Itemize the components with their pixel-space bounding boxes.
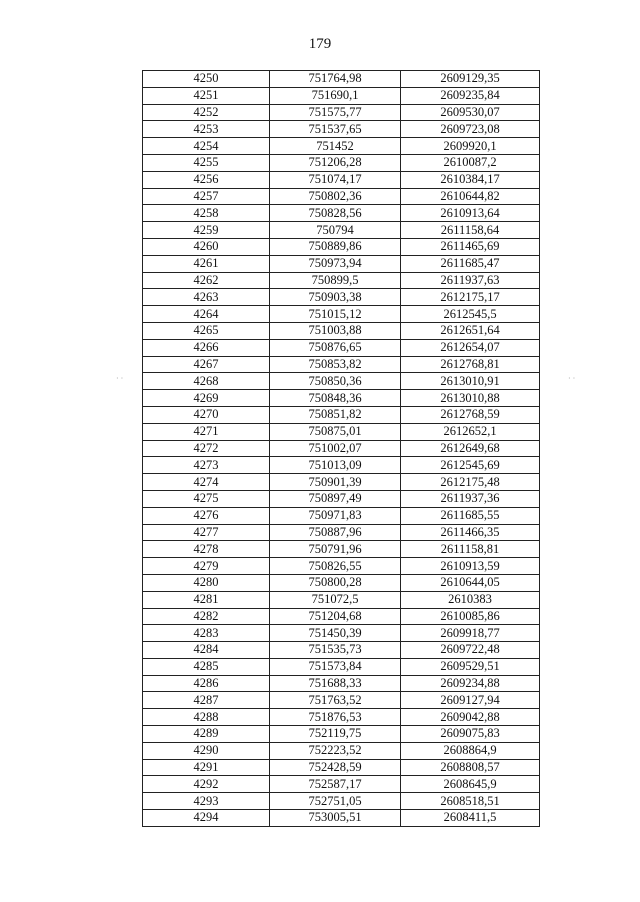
x-coordinate-cell: 750876,65 — [270, 339, 401, 356]
x-coordinate-cell: 750889,86 — [270, 238, 401, 255]
y-coordinate-cell: 2610913,64 — [401, 205, 540, 222]
point-number-cell: 4291 — [143, 759, 270, 776]
x-coordinate-cell: 750853,82 — [270, 356, 401, 373]
x-coordinate-cell: 751074,17 — [270, 171, 401, 188]
table-row — [143, 390, 540, 407]
x-coordinate-cell: 751690,1 — [270, 87, 401, 104]
table-row — [143, 205, 540, 222]
y-coordinate-cell: 2608411,5 — [401, 810, 540, 827]
y-coordinate-cell: 2612768,81 — [401, 356, 540, 373]
point-number-cell: 4261 — [143, 255, 270, 272]
table-row — [143, 759, 540, 776]
point-number-cell: 4275 — [143, 490, 270, 507]
point-number-cell: 4264 — [143, 306, 270, 323]
y-coordinate-cell: 2608808,57 — [401, 759, 540, 776]
table-row — [143, 255, 540, 272]
y-coordinate-cell: 2609234,88 — [401, 675, 540, 692]
x-coordinate-cell: 751204,68 — [270, 608, 401, 625]
point-number-cell: 4276 — [143, 507, 270, 524]
x-coordinate-cell: 750791,96 — [270, 541, 401, 558]
point-number-cell: 4272 — [143, 440, 270, 457]
y-coordinate-cell: 2612768,59 — [401, 406, 540, 423]
point-number-cell: 4270 — [143, 406, 270, 423]
x-coordinate-cell: 751206,28 — [270, 154, 401, 171]
table-row — [143, 238, 540, 255]
table-row — [143, 776, 540, 793]
table-row — [143, 490, 540, 507]
point-number-cell: 4253 — [143, 121, 270, 138]
x-coordinate-cell: 751688,33 — [270, 675, 401, 692]
x-coordinate-cell: 751537,65 — [270, 121, 401, 138]
table-row — [143, 188, 540, 205]
y-coordinate-cell: 2609042,88 — [401, 709, 540, 726]
x-coordinate-cell: 751573,84 — [270, 658, 401, 675]
y-coordinate-cell: 2609075,83 — [401, 726, 540, 743]
table-row — [143, 625, 540, 642]
coordinates-table — [142, 70, 540, 827]
y-coordinate-cell: 2610644,82 — [401, 188, 540, 205]
table-row — [143, 440, 540, 457]
table-row — [143, 726, 540, 743]
x-coordinate-cell: 751763,52 — [270, 692, 401, 709]
y-coordinate-cell: 2612652,1 — [401, 423, 540, 440]
point-number-cell: 4278 — [143, 541, 270, 558]
x-coordinate-cell: 751015,12 — [270, 306, 401, 323]
table-row — [143, 289, 540, 306]
y-coordinate-cell: 2611685,47 — [401, 255, 540, 272]
point-number-cell: 4277 — [143, 524, 270, 541]
table-row — [143, 558, 540, 575]
point-number-cell: 4262 — [143, 272, 270, 289]
x-coordinate-cell: 750800,28 — [270, 574, 401, 591]
point-number-cell: 4269 — [143, 390, 270, 407]
y-coordinate-cell: 2611158,81 — [401, 541, 540, 558]
table-row — [143, 642, 540, 659]
x-coordinate-cell: 751452 — [270, 138, 401, 155]
scan-artifact-right: · · — [568, 374, 576, 383]
scan-artifact-left: · · — [116, 374, 124, 383]
table-row — [143, 793, 540, 810]
x-coordinate-cell: 750848,36 — [270, 390, 401, 407]
y-coordinate-cell: 2611937,36 — [401, 490, 540, 507]
x-coordinate-cell: 750851,82 — [270, 406, 401, 423]
table-row — [143, 373, 540, 390]
table-row — [143, 121, 540, 138]
table-row — [143, 524, 540, 541]
x-coordinate-cell: 751450,39 — [270, 625, 401, 642]
point-number-cell: 4282 — [143, 608, 270, 625]
y-coordinate-cell: 2609722,48 — [401, 642, 540, 659]
table-row — [143, 406, 540, 423]
table-row — [143, 171, 540, 188]
x-coordinate-cell: 752428,59 — [270, 759, 401, 776]
point-number-cell: 4284 — [143, 642, 270, 659]
y-coordinate-cell: 2610384,17 — [401, 171, 540, 188]
point-number-cell: 4267 — [143, 356, 270, 373]
point-number-cell: 4266 — [143, 339, 270, 356]
y-coordinate-cell: 2610383 — [401, 591, 540, 608]
y-coordinate-cell: 2609920,1 — [401, 138, 540, 155]
point-number-cell: 4265 — [143, 322, 270, 339]
table-row — [143, 692, 540, 709]
table-row — [143, 507, 540, 524]
y-coordinate-cell: 2611465,69 — [401, 238, 540, 255]
y-coordinate-cell: 2608645,9 — [401, 776, 540, 793]
y-coordinate-cell: 2612654,07 — [401, 339, 540, 356]
y-coordinate-cell: 2609235,84 — [401, 87, 540, 104]
table-row — [143, 474, 540, 491]
point-number-cell: 4293 — [143, 793, 270, 810]
point-number-cell: 4271 — [143, 423, 270, 440]
point-number-cell: 4288 — [143, 709, 270, 726]
y-coordinate-cell: 2609127,94 — [401, 692, 540, 709]
y-coordinate-cell: 2612175,17 — [401, 289, 540, 306]
table-row — [143, 742, 540, 759]
x-coordinate-cell: 750794 — [270, 222, 401, 239]
x-coordinate-cell: 750897,49 — [270, 490, 401, 507]
page-number: 179 — [308, 36, 332, 52]
point-number-cell: 4279 — [143, 558, 270, 575]
x-coordinate-cell: 752223,52 — [270, 742, 401, 759]
y-coordinate-cell: 2612175,48 — [401, 474, 540, 491]
point-number-cell: 4255 — [143, 154, 270, 171]
x-coordinate-cell: 752751,05 — [270, 793, 401, 810]
table-row — [143, 272, 540, 289]
table-row — [143, 306, 540, 323]
point-number-cell: 4285 — [143, 658, 270, 675]
point-number-cell: 4281 — [143, 591, 270, 608]
y-coordinate-cell: 2609918,77 — [401, 625, 540, 642]
y-coordinate-cell: 2609530,07 — [401, 104, 540, 121]
table-row — [143, 339, 540, 356]
y-coordinate-cell: 2611685,55 — [401, 507, 540, 524]
table-row — [143, 457, 540, 474]
point-number-cell: 4290 — [143, 742, 270, 759]
point-number-cell: 4268 — [143, 373, 270, 390]
table-row — [143, 104, 540, 121]
point-number-cell: 4274 — [143, 474, 270, 491]
point-number-cell: 4289 — [143, 726, 270, 743]
y-coordinate-cell: 2609129,35 — [401, 71, 540, 88]
table-row — [143, 71, 540, 88]
y-coordinate-cell: 2613010,91 — [401, 373, 540, 390]
point-number-cell: 4257 — [143, 188, 270, 205]
x-coordinate-cell: 751575,77 — [270, 104, 401, 121]
table-row — [143, 709, 540, 726]
coordinates-table-body — [143, 71, 540, 827]
point-number-cell: 4294 — [143, 810, 270, 827]
table-row — [143, 222, 540, 239]
x-coordinate-cell: 750903,38 — [270, 289, 401, 306]
x-coordinate-cell: 750826,55 — [270, 558, 401, 575]
x-coordinate-cell: 751876,53 — [270, 709, 401, 726]
point-number-cell: 4292 — [143, 776, 270, 793]
point-number-cell: 4252 — [143, 104, 270, 121]
x-coordinate-cell: 751764,98 — [270, 71, 401, 88]
point-number-cell: 4263 — [143, 289, 270, 306]
y-coordinate-cell: 2609529,51 — [401, 658, 540, 675]
table-row — [143, 356, 540, 373]
x-coordinate-cell: 751072,5 — [270, 591, 401, 608]
y-coordinate-cell: 2610644,05 — [401, 574, 540, 591]
table-row — [143, 322, 540, 339]
point-number-cell: 4286 — [143, 675, 270, 692]
point-number-cell: 4287 — [143, 692, 270, 709]
x-coordinate-cell: 750973,94 — [270, 255, 401, 272]
y-coordinate-cell: 2611937,63 — [401, 272, 540, 289]
y-coordinate-cell: 2611158,64 — [401, 222, 540, 239]
point-number-cell: 4254 — [143, 138, 270, 155]
y-coordinate-cell: 2612649,68 — [401, 440, 540, 457]
point-number-cell: 4259 — [143, 222, 270, 239]
point-number-cell: 4250 — [143, 71, 270, 88]
x-coordinate-cell: 752587,17 — [270, 776, 401, 793]
table-row — [143, 810, 540, 827]
x-coordinate-cell: 750828,56 — [270, 205, 401, 222]
x-coordinate-cell: 750899,5 — [270, 272, 401, 289]
table-row — [143, 608, 540, 625]
point-number-cell: 4256 — [143, 171, 270, 188]
x-coordinate-cell: 750875,01 — [270, 423, 401, 440]
x-coordinate-cell: 752119,75 — [270, 726, 401, 743]
x-coordinate-cell: 750802,36 — [270, 188, 401, 205]
table-row — [143, 423, 540, 440]
table-row — [143, 675, 540, 692]
y-coordinate-cell: 2610087,2 — [401, 154, 540, 171]
y-coordinate-cell: 2612545,5 — [401, 306, 540, 323]
point-number-cell: 4283 — [143, 625, 270, 642]
y-coordinate-cell: 2612651,64 — [401, 322, 540, 339]
x-coordinate-cell: 751013,09 — [270, 457, 401, 474]
x-coordinate-cell: 750901,39 — [270, 474, 401, 491]
y-coordinate-cell: 2608864,9 — [401, 742, 540, 759]
point-number-cell: 4280 — [143, 574, 270, 591]
table-row — [143, 87, 540, 104]
x-coordinate-cell: 750971,83 — [270, 507, 401, 524]
point-number-cell: 4251 — [143, 87, 270, 104]
table-row — [143, 591, 540, 608]
y-coordinate-cell: 2608518,51 — [401, 793, 540, 810]
x-coordinate-cell: 751535,73 — [270, 642, 401, 659]
x-coordinate-cell: 750850,36 — [270, 373, 401, 390]
table-row — [143, 574, 540, 591]
y-coordinate-cell: 2613010,88 — [401, 390, 540, 407]
y-coordinate-cell: 2610085,86 — [401, 608, 540, 625]
x-coordinate-cell: 753005,51 — [270, 810, 401, 827]
y-coordinate-cell: 2611466,35 — [401, 524, 540, 541]
y-coordinate-cell: 2609723,08 — [401, 121, 540, 138]
point-number-cell: 4273 — [143, 457, 270, 474]
point-number-cell: 4258 — [143, 205, 270, 222]
table-row — [143, 541, 540, 558]
y-coordinate-cell: 2612545,69 — [401, 457, 540, 474]
table-row — [143, 154, 540, 171]
x-coordinate-cell: 751002,07 — [270, 440, 401, 457]
y-coordinate-cell: 2610913,59 — [401, 558, 540, 575]
table-row — [143, 138, 540, 155]
x-coordinate-cell: 750887,96 — [270, 524, 401, 541]
table-row — [143, 658, 540, 675]
point-number-cell: 4260 — [143, 238, 270, 255]
x-coordinate-cell: 751003,88 — [270, 322, 401, 339]
